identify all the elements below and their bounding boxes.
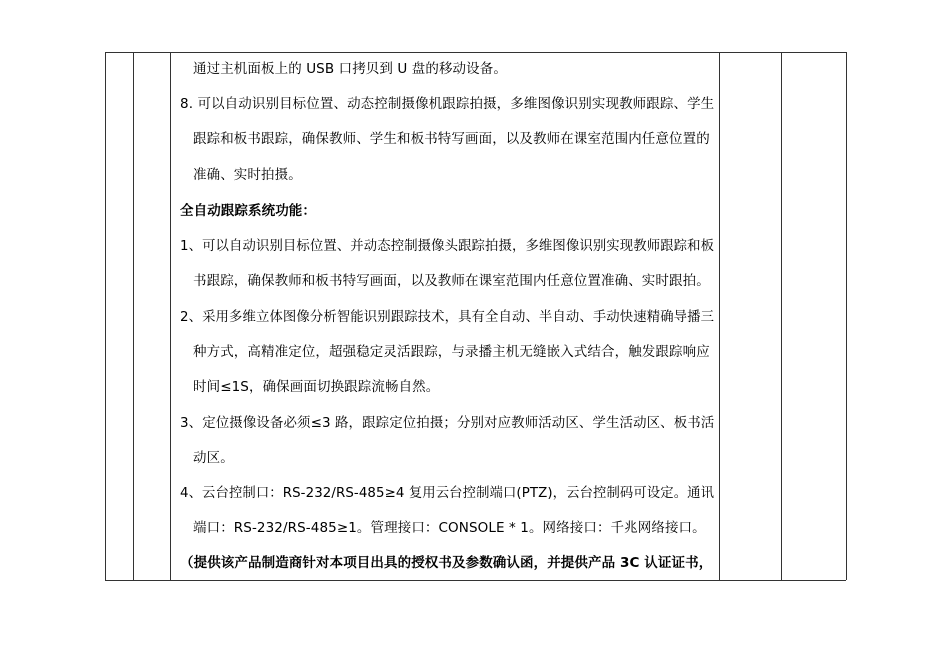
table-col-border-5 — [781, 52, 782, 580]
spec-line: 种方式，高精准定位，超强稳定灵活跟踪，与录播主机无缝嵌入式结合，触发跟踪响应 — [193, 344, 710, 360]
section-heading: 全自动跟踪系统功能： — [180, 203, 316, 219]
spec-line: 准确、实时拍摄。 — [193, 167, 302, 183]
table-bottom-border — [105, 580, 846, 581]
table-col-border-3 — [170, 52, 171, 580]
spec-line: 时间≤1S，确保画面切换跟踪流畅自然。 — [193, 379, 440, 395]
table-col-border-6 — [846, 52, 847, 580]
spec-line: 4、云台控制口：RS-232/RS-485≥4 复用云台控制端口(PTZ)，云台控制码可设定。通讯 — [180, 485, 715, 501]
certification-note: （提供该产品制造商针对本项目出具的授权书及参数确认函，并提供产品 3C 认证证书， — [180, 555, 713, 571]
table-col-border-4 — [719, 52, 720, 580]
spec-line: 通过主机面板上的 USB 口拷贝到 U 盘的移动设备。 — [193, 61, 507, 77]
spec-line: 动区。 — [193, 450, 234, 466]
table-col-border-1 — [105, 52, 106, 580]
table-top-border — [105, 52, 846, 53]
spec-line: 3、定位摄像设备必须≤3 路，跟踪定位拍摄；分别对应教师活动区、学生活动区、板书活 — [180, 415, 715, 431]
table-col-border-2 — [133, 52, 134, 580]
spec-line: 1、可以自动识别目标位置、并动态控制摄像头跟踪拍摄，多维图像识别实现教师跟踪和板 — [180, 238, 715, 254]
spec-line: 端口：RS-232/RS-485≥1。管理接口：CONSOLE * 1。网络接口：千兆网络接口。 — [193, 520, 706, 536]
spec-line: 跟踪和板书跟踪，确保教师、学生和板书特写画面，以及教师在课室范围内任意位置的 — [193, 131, 710, 147]
spec-line: 书跟踪，确保教师和板书特写画面，以及教师在课室范围内任意位置准确、实时跟拍。 — [193, 273, 710, 289]
spec-line: 8. 可以自动识别目标位置、动态控制摄像机跟踪拍摄，多维图像识别实现教师跟踪、学生 — [180, 96, 715, 112]
spec-line: 2、采用多维立体图像分析智能识别跟踪技术，具有全自动、半自动、手动快速精确导播三 — [180, 309, 715, 325]
